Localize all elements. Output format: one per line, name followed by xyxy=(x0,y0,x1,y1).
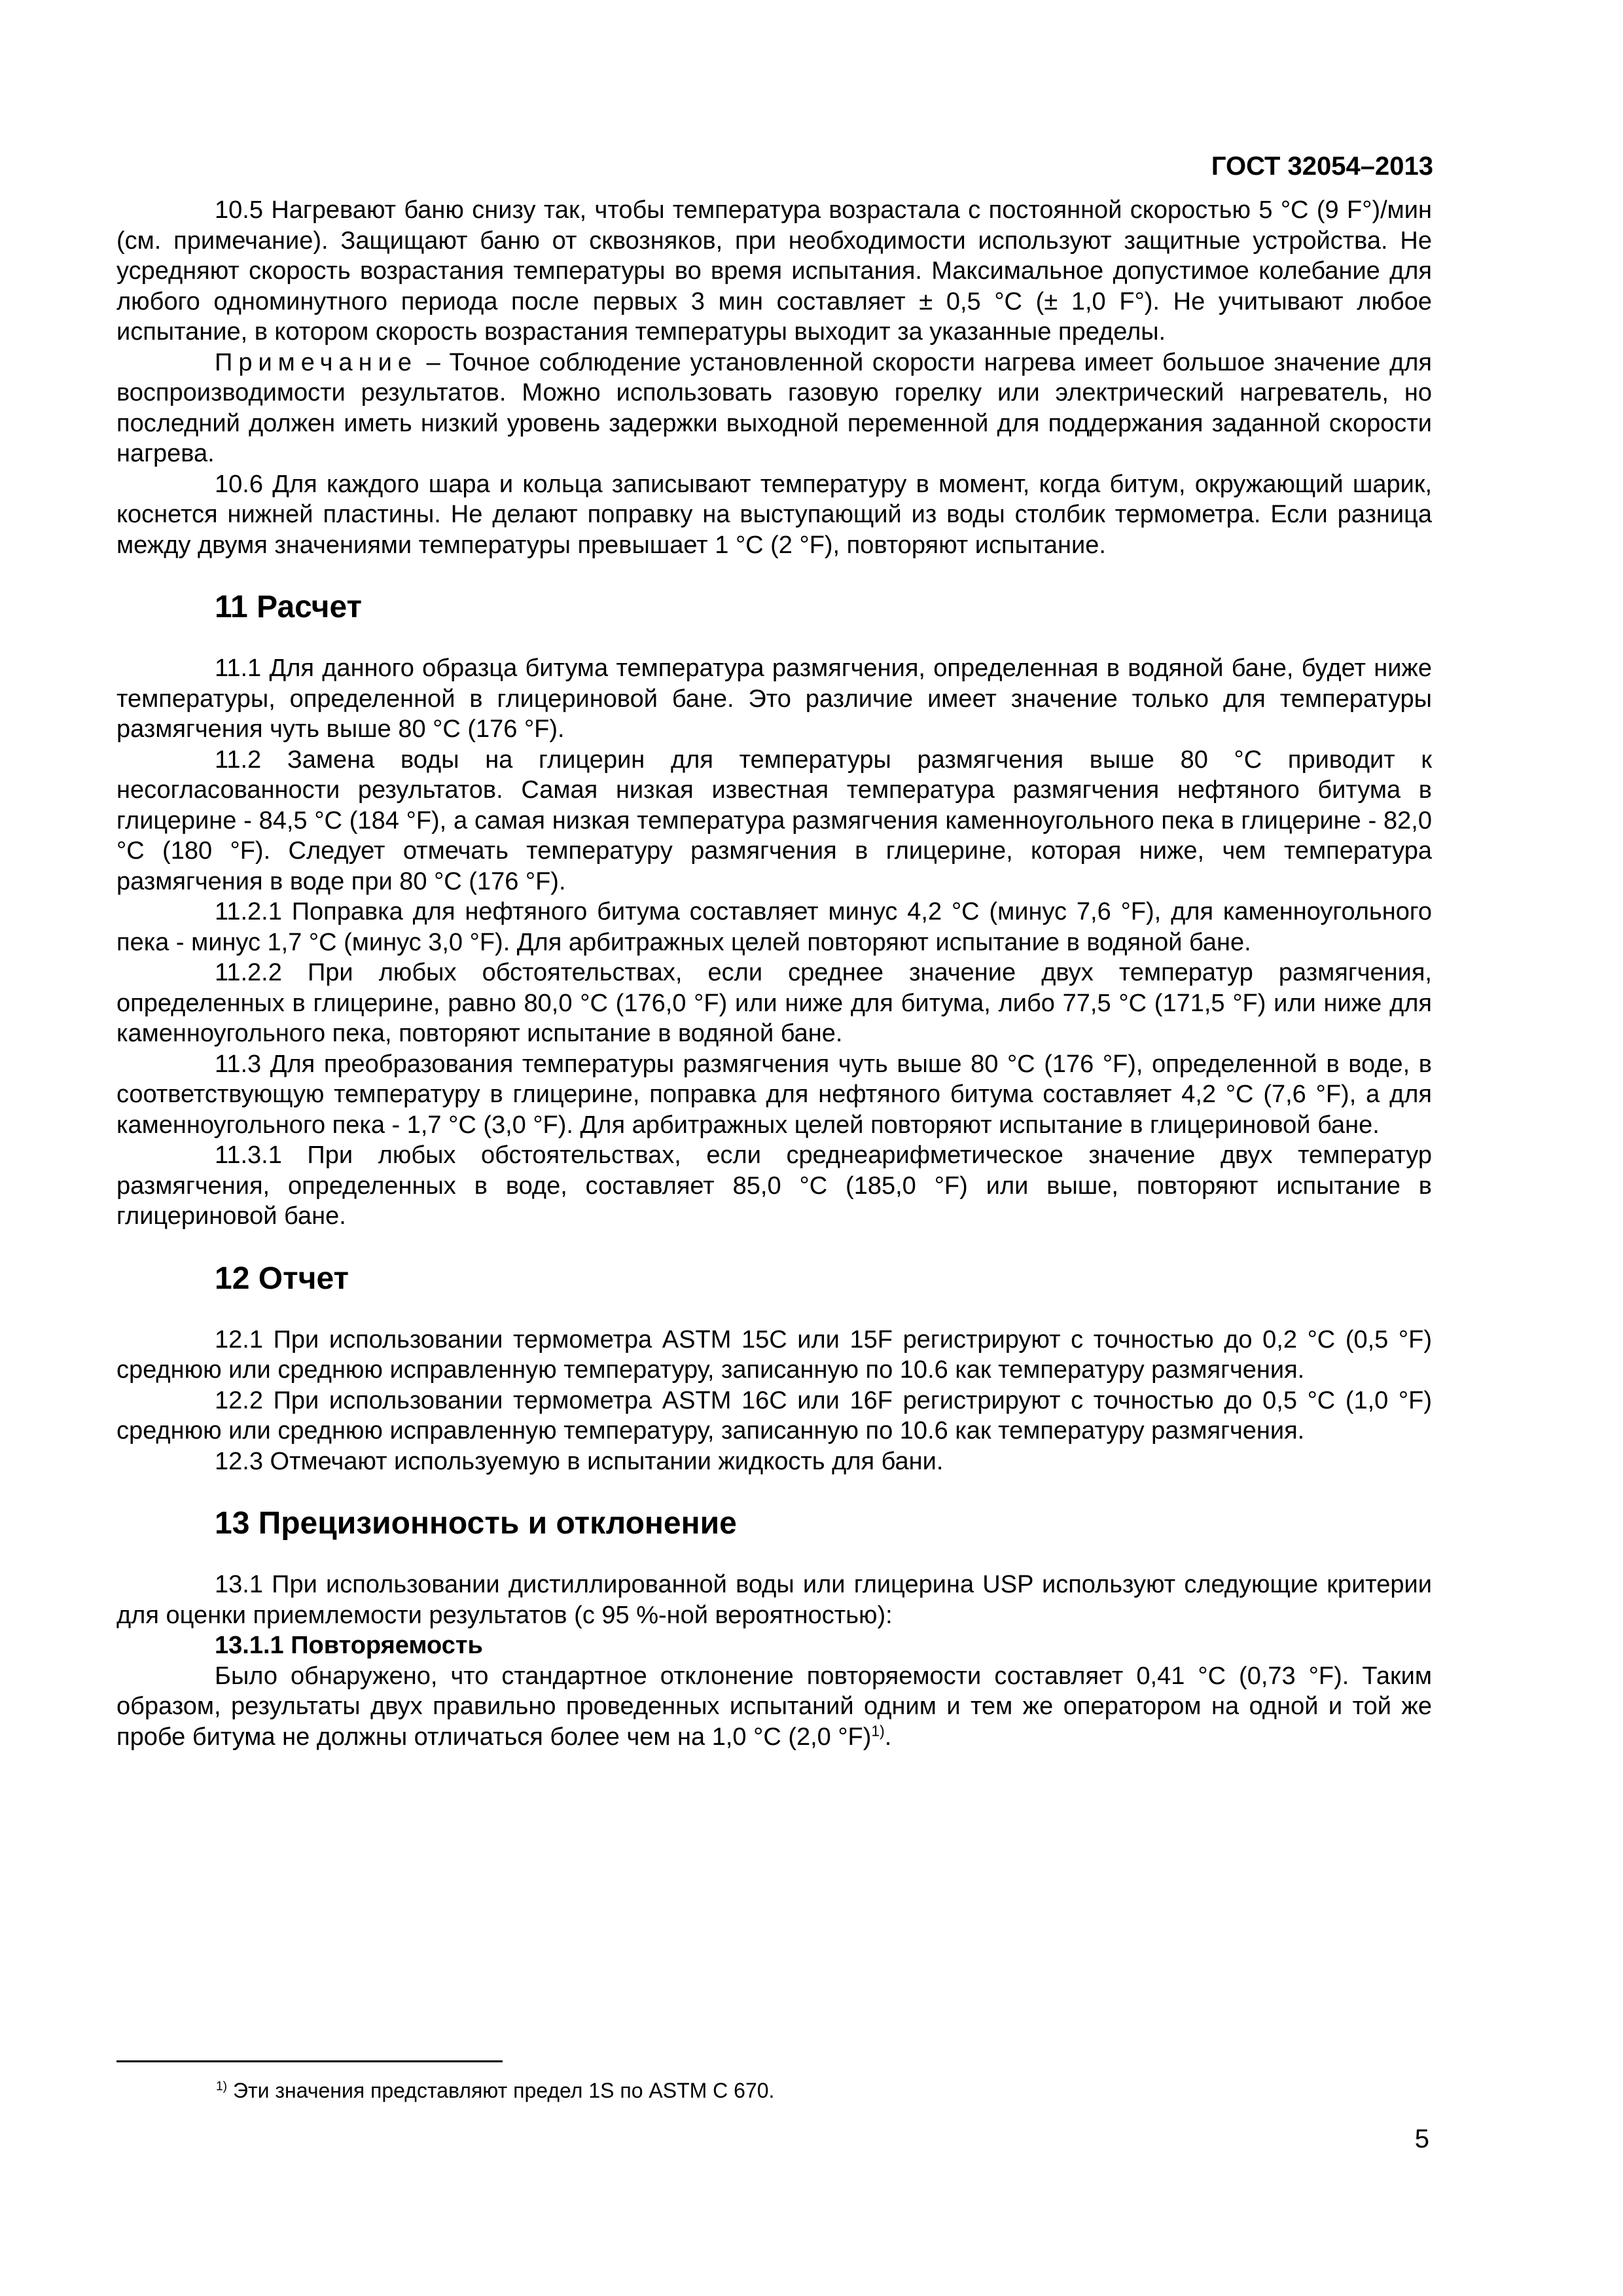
paragraph-11-1: 11.1 Для данного образца битума температура размягчения, определенная в водяной бане, будет ниже температуры, определенной в глицериновой бане. Это различие имеет значение только для температуры размягчения чуть выше 80 °C (176 °F). xyxy=(116,655,1432,743)
note-label: Примечание xyxy=(215,348,418,376)
repeatability-text: Было обнаружено, что стандартное отклонение повторяемости составляет 0,41 °C (0,73 °F). Таким образом, результаты двух правильно проведенных испытаний одним и тем же оператором на одной и той же пробе битума не должны отличаться более чем на 1,0 °C (2,0 °F) xyxy=(116,1662,1432,1751)
page-body xyxy=(116,195,1432,1752)
paragraph-10-6: 10.6 Для каждого шара и кольца записывают температуру в момент, когда битум, окружающий шарик, коснется нижней пластины. Не делают поправку на выступающий из воды столбик термометра. Если разница между двумя значениями температуры превышает 1 °C (2 °F), повторяют испытание. xyxy=(116,470,1432,559)
paragraph-12-3: 12.3 Отмечают используемую в испытании жидкость для бани. xyxy=(215,1447,944,1475)
note-text: – Точное соблюдение установленной скорости нагрева имеет большое значение для воспроизводимости результатов. Можно использовать газовую горелку или электрический нагреватель, но последний должен иметь низкий уровень задержки выходной переменной для поддержания заданной скорости нагрева. xyxy=(116,348,1432,467)
paragraph-11-2-2: 11.2.2 При любых обстоятельствах, если среднее значение двух температур размягчения, определенных в глицерине, равно 80,0 °C (176,0 °F) или ниже для битума, либо 77,5 °C (171,5 °F) или ниже для каменноугольного пека, повторяют испытание в водяной бане. xyxy=(116,959,1432,1047)
paragraph-12-1: 12.1 При использовании термометра ASTM 15C или 15F регистрируют с точностью до 0,2 °C (0,5 °F) среднюю или среднюю исправленную температуру, записанную по 10.6 как температуру размягчения. xyxy=(116,1325,1432,1384)
paragraph-repeatability xyxy=(116,1661,1432,1753)
note xyxy=(116,348,1432,469)
paragraph-11-2: 11.2 Замена воды на глицерин для температуры размягчения выше 80 °C приводит к несогласованности результатов. Самая низкая известная температура размягчения нефтяного битума в глицерине - 84,5 °C (184 °F), а самая низкая температура размягчения каменноугольного пека в глицерине - 82,0 °C (180 °F). Следует отмечать температуру размягчения в глицерине, которая ниже, чем температура размягчения в воде при 80 °C (176 °F). xyxy=(116,745,1432,895)
paragraph-11-3-1: 11.3.1 При любых обстоятельствах, если среднеарифметическое значение двух температур размягчения, определенных в воде, составляет 85,0 °C (185,0 °F) или выше, повторяют испытание в глицериновой бане. xyxy=(116,1141,1432,1230)
footnote-text: Эти значения представляют предел 1S по ASTM C 670. xyxy=(227,2079,775,2102)
page-number: 5 xyxy=(1414,2125,1429,2153)
subheading-13-1-1: 13.1.1 Повторяемость xyxy=(215,1632,483,1659)
section-heading-12: 12 Отчет xyxy=(215,1261,349,1296)
running-header: ГОСТ 32054–2013 xyxy=(1211,152,1433,181)
paragraph-12-2: 12.2 При использовании термометра ASTM 16C или 16F регистрируют с точностью до 0,5 °C (1,0 °F) среднюю или среднюю исправленную температуру, записанную по 10.6 как температуру размягчения. xyxy=(116,1386,1432,1444)
section-heading-13: 13 Прецизионность и отклонение xyxy=(215,1506,737,1541)
paragraph-10-5: 10.5 Нагревают баню снизу так, чтобы температура возрастала с постоянной скоростью 5 °C (9 F°)/мин (см. примечание). Защищают баню от сквозняков, при необходимости используют защитные устройства. Не усредняют скорость возрастания температуры во время испытания. Максимальное допустимое колебание для любого одноминутного периода после первых 3 мин составляет ± 0,5 °C (± 1,0 F°). Не учитывают любое испытание, в котором скорость возрастания температуры выходит за указанные пределы. xyxy=(116,196,1432,346)
footnote-ref: 1) xyxy=(871,1721,885,1739)
paragraph-11-2-1: 11.2.1 Поправка для нефтяного битума составляет минус 4,2 °C (минус 7,6 °F), для каменноугольного пека - минус 1,7 °C (минус 3,0 °F). Для арбитражных целей повторяют испытание в водяной бане. xyxy=(116,898,1432,956)
paragraph-11-3: 11.3 Для преобразования температуры размягчения чуть выше 80 °C (176 °F), определенной в воде, в соответствующую температуру в глицерине, поправка для нефтяного битума составляет 4,2 °C (7,6 °F), а для каменноугольного пека - 1,7 °C (3,0 °F). Для арбитражных целей повторяют испытание в глицериновой бане. xyxy=(116,1050,1432,1139)
footnote-mark: 1) xyxy=(216,2079,228,2094)
section-heading-11: 11 Расчет xyxy=(215,590,363,624)
paragraph-13-1: 13.1 При использовании дистиллированной воды или глицерина USP используют следующие критерии для оценки приемлемости результатов (с 95 %-ной вероятностью): xyxy=(116,1571,1432,1629)
footnote xyxy=(216,2079,774,2103)
repeatability-end: . xyxy=(884,1723,892,1751)
footnote-divider xyxy=(116,2060,503,2062)
